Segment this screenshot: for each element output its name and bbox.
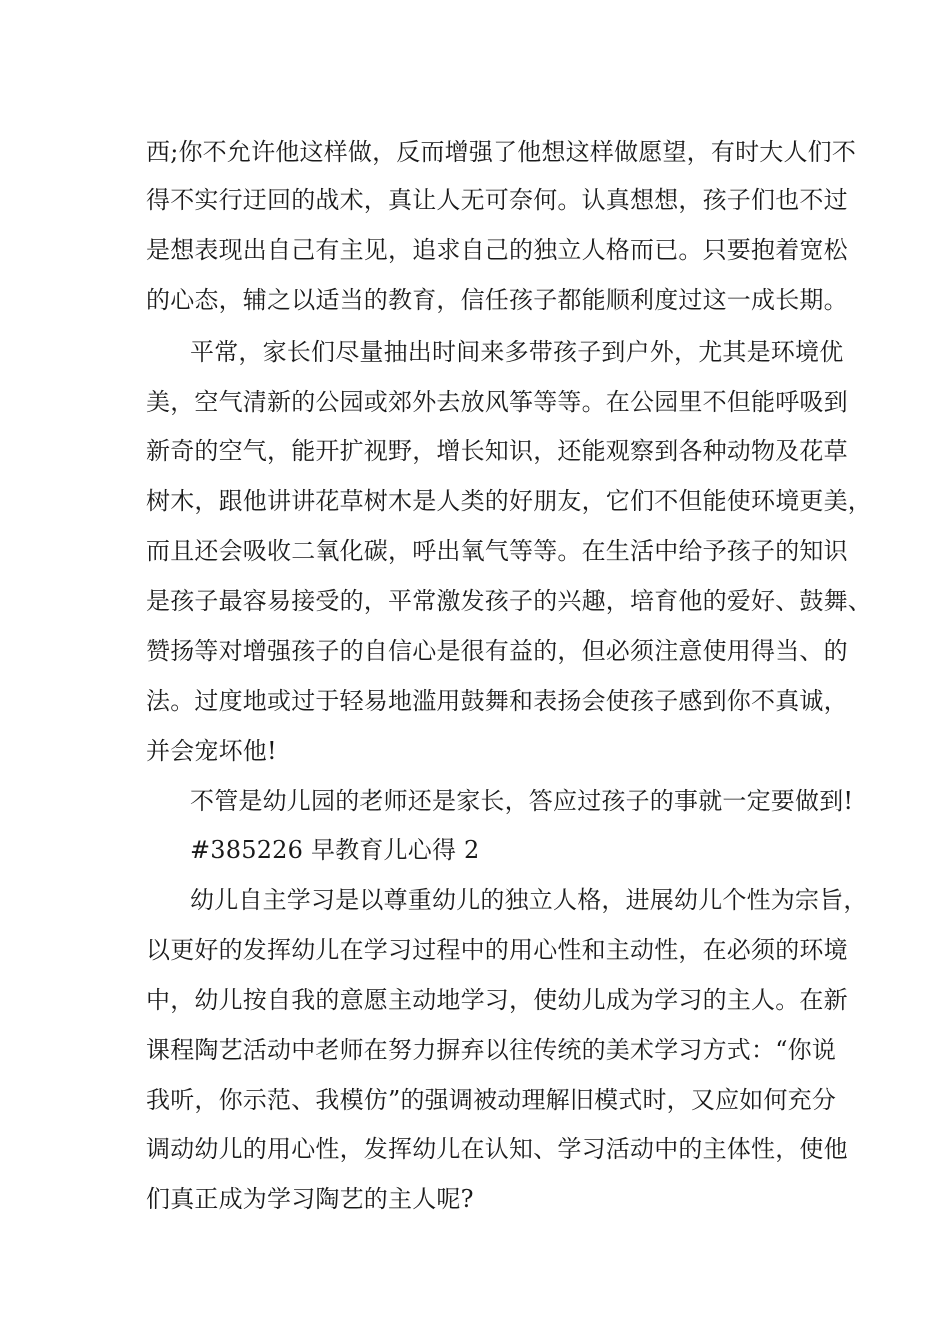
text-line: 们真正成为学习陶艺的主人呢? (146, 1185, 474, 1213)
text-line: 以更好的发挥幼儿在学习过程中的用心性和主动性，在必须的环境 (146, 936, 848, 964)
text-line: 美，空气清新的公园或郊外去放风筝等等。在公园里不但能呼吸到 (146, 388, 848, 416)
text-line: 西;你不允许他这样做，反而增强了他想这样做愿望，有时大人们不 (146, 138, 857, 166)
paragraph-first-line: 平常，家长们尽量抽出时间来多带孩子到户外，尤其是环境优 (190, 338, 844, 366)
text-line: 并会宠坏他! (146, 737, 277, 765)
text-line: 新奇的空气，能开扩视野，增长知识，还能观察到各种动物及花草 (146, 437, 848, 465)
text-line: 赞扬等对增强孩子的自信心是很有益的，但必须注意使用得当、的 (146, 637, 848, 665)
section-heading: #385226 早教育儿心得 2 (190, 836, 480, 864)
text-line: 课程陶艺活动中老师在努力摒弃以往传统的美术学习方式：“你说 (146, 1036, 837, 1064)
text-line: 是想表现出自己有主见，追求自己的独立人格而已。只要抱着宽松 (146, 236, 848, 264)
text-line: 而且还会吸收二氧化碳，呼出氧气等等。在生活中给予孩子的知识 (146, 537, 848, 565)
text-line: 得不实行迂回的战术，真让人无可奈何。认真想想，孩子们也不过 (146, 186, 848, 214)
paragraph-first-line: 幼儿自主学习是以尊重幼儿的独立人格，进展幼儿个性为宗旨， (190, 886, 868, 914)
text-line: 调动幼儿的用心性，发挥幼儿在认知、学习活动中的主体性，使他 (146, 1135, 848, 1163)
text-line: 是孩子最容易接受的，平常激发孩子的兴趣，培育他的爱好、鼓舞、 (146, 587, 872, 615)
text-line: 的心态，辅之以适当的教育，信任孩子都能顺利度过这一成长期。 (146, 286, 848, 314)
text-line: 我听，你示范、我模仿”的强调被动理解旧模式时，又应如何充分 (146, 1086, 837, 1114)
text-line: 中，幼儿按自我的意愿主动地学习，使幼儿成为学习的主人。在新 (146, 986, 848, 1014)
text-line: 树木，跟他讲讲花草树木是人类的好朋友，它们不但能使环境更美， (146, 487, 872, 515)
paragraph-first-line: 不管是幼儿园的老师还是家长，答应过孩子的事就一定要做到! (190, 787, 854, 815)
text-line: 法。过度地或过于轻易地滥用鼓舞和表扬会使孩子感到你不真诚， (146, 687, 848, 715)
